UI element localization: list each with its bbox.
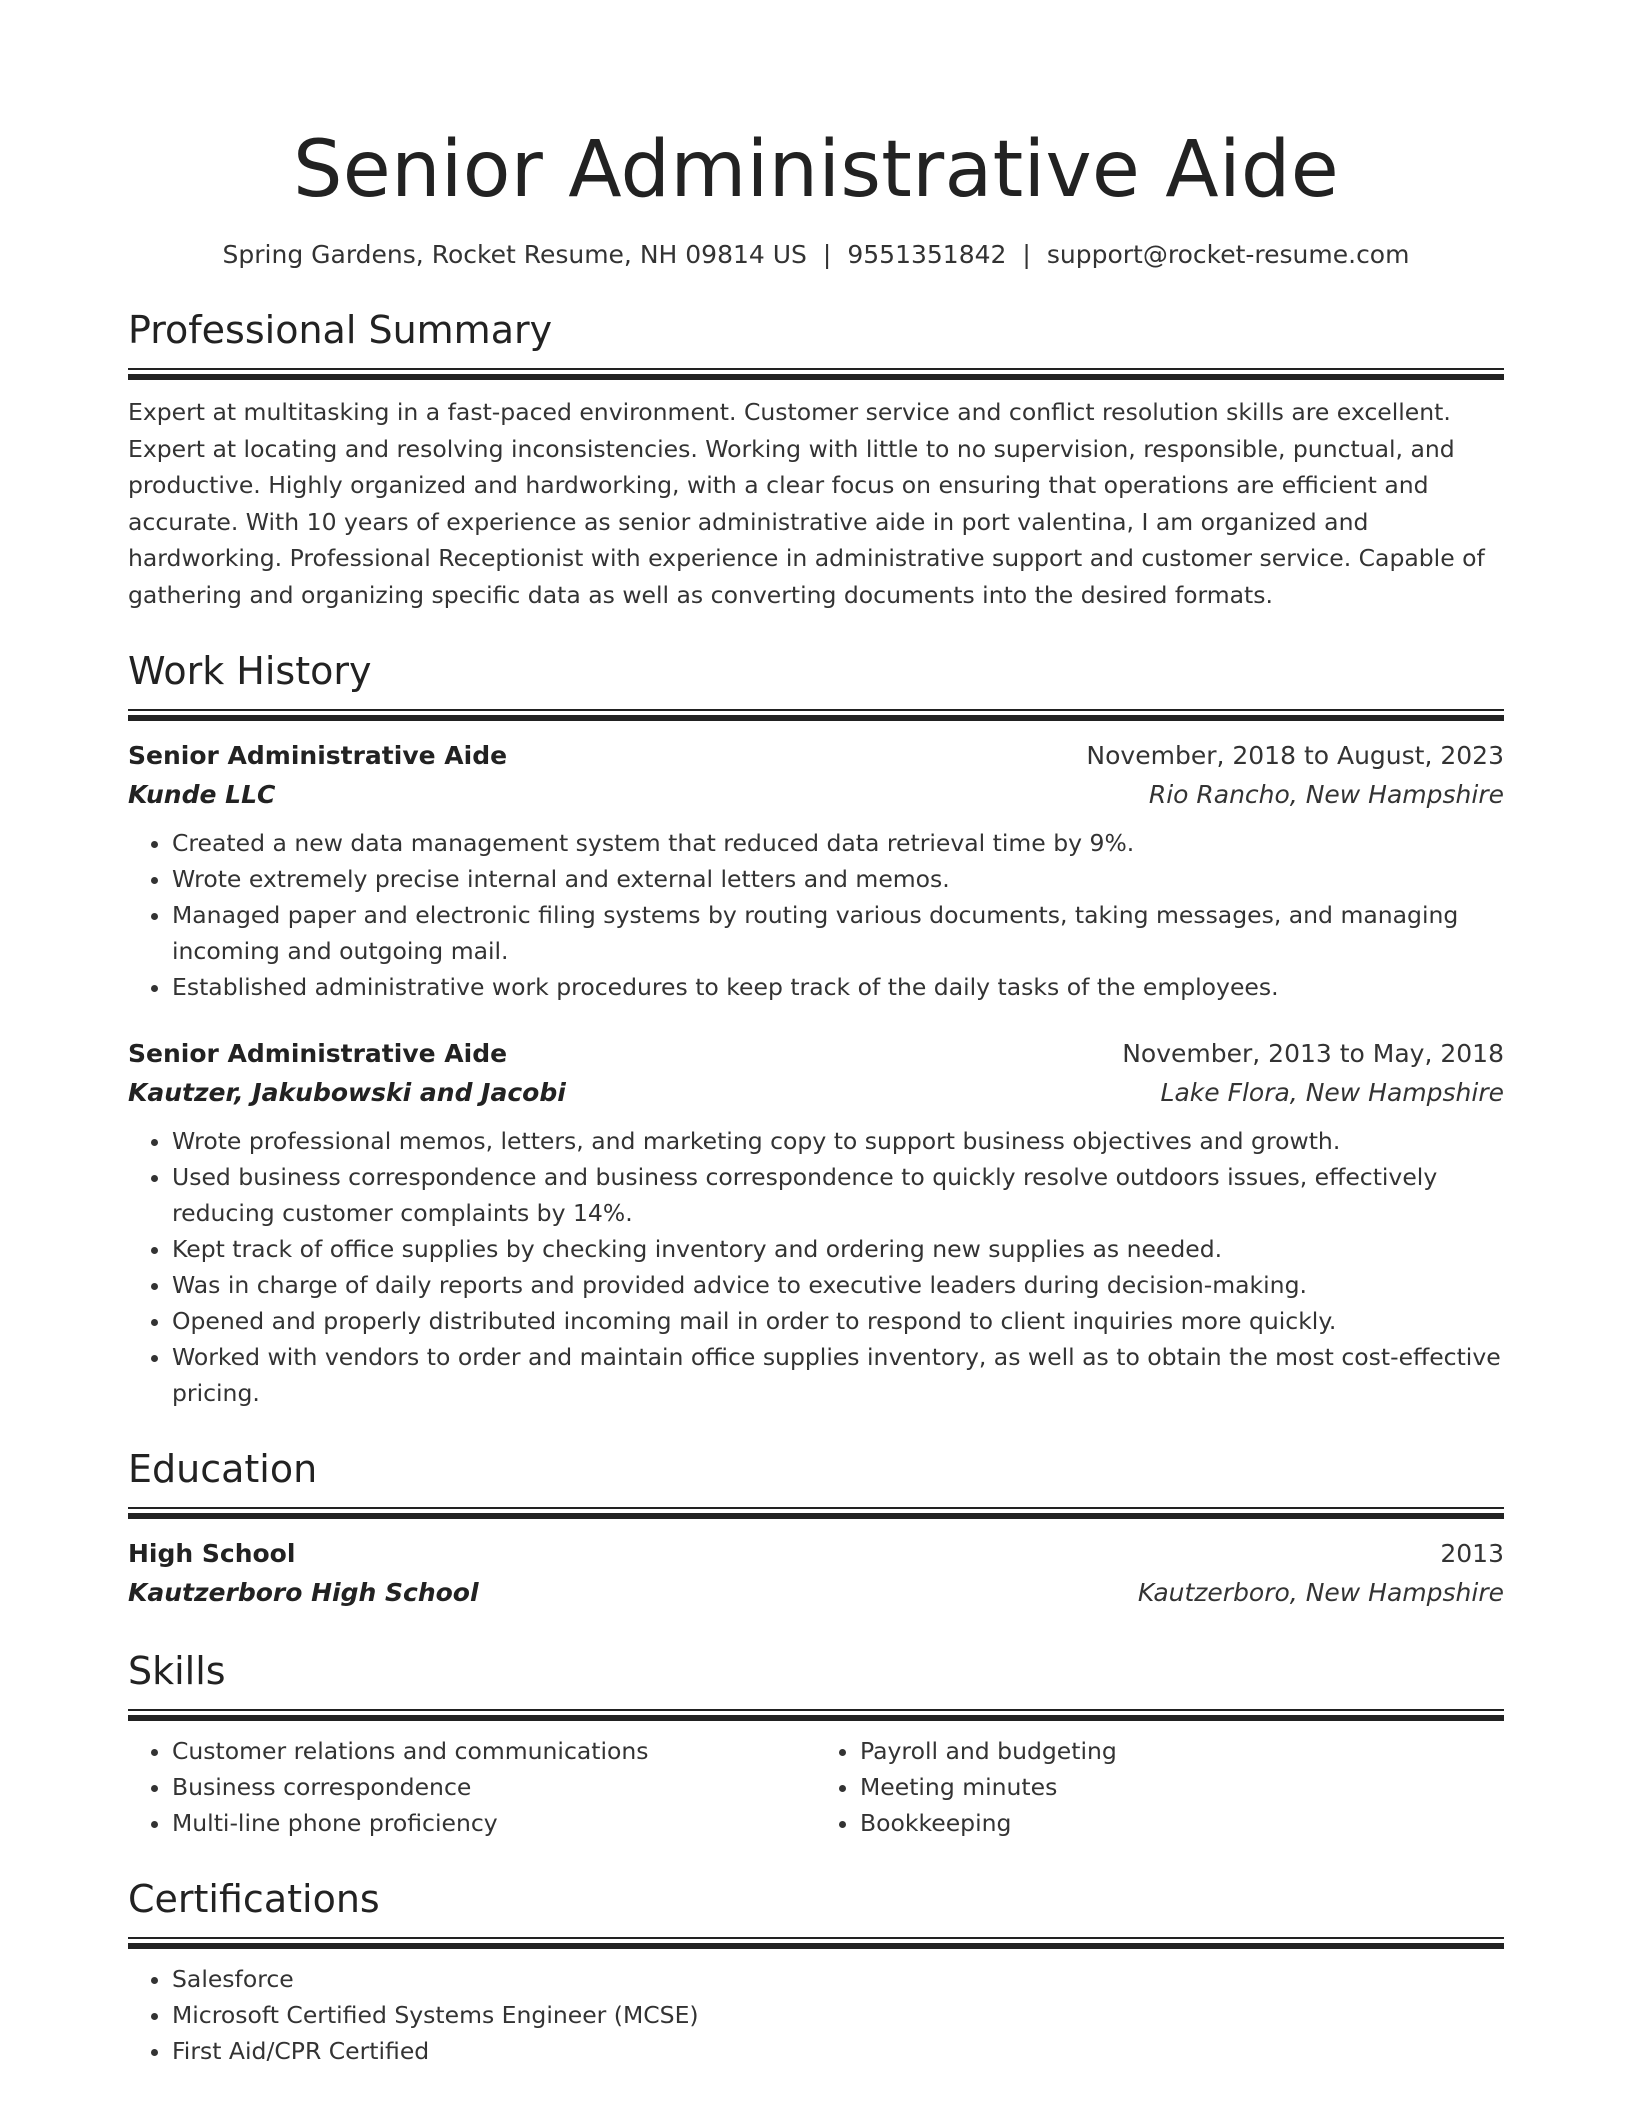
skills-list-left <box>128 1733 816 1841</box>
contact-separator: | <box>822 240 832 269</box>
job-bullets <box>128 1123 1504 1411</box>
job-dates: November, 2018 to August, 2023 <box>1086 741 1504 770</box>
list-item: • Established administrative work procedures to keep track of the daily tasks of the employees. <box>172 969 1504 1005</box>
section-divider <box>128 1507 1504 1519</box>
skills-list-right <box>816 1733 1504 1841</box>
education-entry <box>128 1535 1504 1613</box>
list-item: • Created a new data management system that reduced data retrieval time by 9%. <box>172 825 1504 861</box>
list-item: • Payroll and budgeting <box>860 1733 1504 1769</box>
section-title: Skills <box>128 1649 226 1693</box>
section-divider <box>128 1937 1504 1949</box>
job-company: Kautzer, Jakubowski and Jacobi <box>128 1078 566 1107</box>
list-item: • Business correspondence <box>172 1769 816 1805</box>
certifications-section <box>128 1875 1504 2069</box>
section-title: Work History <box>128 649 372 693</box>
job-entry <box>128 1035 1504 1411</box>
contact-phone: 9551351842 <box>847 240 1007 269</box>
education-school: Kautzerboro High School <box>128 1578 479 1607</box>
job-entry <box>128 737 1504 1005</box>
certifications-list <box>128 1961 1504 2069</box>
list-item: • Wrote extremely precise internal and external letters and memos. <box>172 861 1504 897</box>
list-item: • Salesforce <box>172 1961 1504 1997</box>
contact-line <box>128 238 1504 272</box>
list-item: • Meeting minutes <box>860 1769 1504 1805</box>
list-item: • Microsoft Certified Systems Engineer (MCSE) <box>172 1997 1504 2033</box>
summary-section <box>128 306 1504 613</box>
job-bullets <box>128 825 1504 1005</box>
list-item: • Wrote professional memos, letters, and marketing copy to support business objectives and growth. <box>172 1123 1504 1159</box>
list-item: • First Aid/CPR Certified <box>172 2033 1504 2069</box>
section-divider <box>128 1709 1504 1721</box>
job-title: Senior Administrative Aide <box>128 1039 508 1068</box>
education-section <box>128 1445 1504 1613</box>
list-item: • Kept track of office supplies by checking inventory and ordering new supplies as needed. <box>172 1231 1504 1267</box>
resume-name: Senior Administrative Aide <box>292 125 1340 215</box>
job-dates: November, 2013 to May, 2018 <box>1122 1039 1504 1068</box>
contact-address: Spring Gardens, Rocket Resume, NH 09814 US <box>222 240 807 269</box>
education-location: Kautzerboro, New Hampshire <box>1137 1578 1504 1607</box>
list-item: • Was in charge of daily reports and provided advice to executive leaders during decision-making. <box>172 1267 1504 1303</box>
section-divider <box>128 709 1504 721</box>
summary-text: Expert at multitasking in a fast-paced environment. Customer service and conflict resolution skills are excellent. Expert at locating and resolving inconsistencies. Working with little to no supervision, responsible, punctual, and productive. Highly organized and hardworking, with a clear focus on ensuring that operations are efficient and accurate. With 10 years of experience as senior administrative aide in port valentina, I am organized and hardworking. Professional Receptionist with experience in administrative support and customer service. Capable of gathering and organizing specific data as well as converting documents into the desired formats. <box>128 398 1485 609</box>
section-title: Certifications <box>128 1877 380 1921</box>
skills-grid <box>128 1733 1504 1841</box>
job-company: Kunde LLC <box>128 780 276 809</box>
list-item: • Opened and properly distributed incoming mail in order to respond to client inquiries more quickly. <box>172 1303 1504 1339</box>
education-year: 2013 <box>1440 1539 1504 1568</box>
job-location: Lake Flora, New Hampshire <box>1160 1078 1504 1107</box>
section-title: Education <box>128 1447 318 1491</box>
contact-email: support@rocket-resume.com <box>1046 240 1410 269</box>
list-item: • Worked with vendors to order and maintain office supplies inventory, as well as to obtain the most cost-effective pricing. <box>172 1339 1504 1411</box>
job-title: Senior Administrative Aide <box>128 741 508 770</box>
contact-separator: | <box>1022 240 1031 269</box>
section-title: Professional Summary <box>128 308 553 352</box>
skills-section <box>128 1647 1504 1841</box>
list-item: • Bookkeeping <box>860 1805 1504 1841</box>
work-history-section <box>128 647 1504 1411</box>
job-location: Rio Rancho, New Hampshire <box>1148 780 1504 809</box>
education-degree: High School <box>128 1539 296 1568</box>
list-item: • Customer relations and communications <box>172 1733 816 1769</box>
list-item: • Multi-line phone proficiency <box>172 1805 816 1841</box>
list-item: • Used business correspondence and business correspondence to quickly resolve outdoors issues, effectively reducing customer complaints by 14%. <box>172 1159 1504 1231</box>
list-item: • Managed paper and electronic filing systems by routing various documents, taking messages, and managing incoming and outgoing mail. <box>172 897 1504 969</box>
section-divider <box>128 368 1504 380</box>
